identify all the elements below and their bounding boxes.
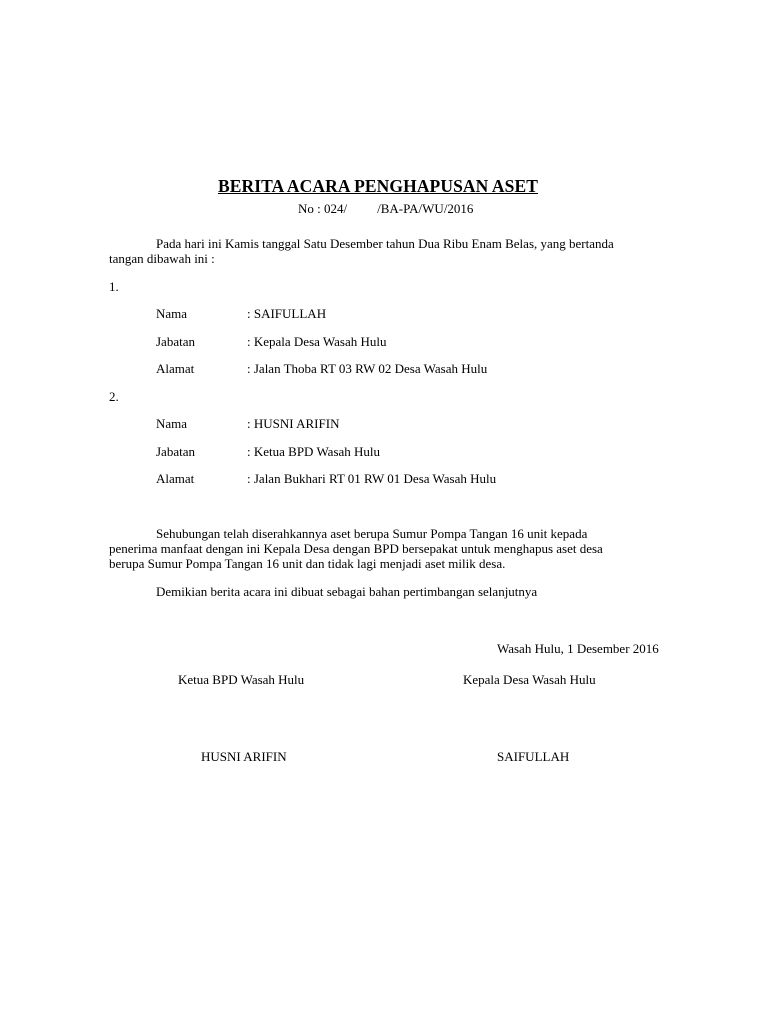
body-line-3: berupa Sumur Pompa Tangan 16 unit dan tidak lagi menjadi aset milik desa. [109,556,506,571]
document-number [298,201,473,217]
party-1-position-label: Jabatan [156,334,195,349]
closing-statement: Demikian berita acara ini dibuat sebagai bahan pertimbangan selanjutnya [156,584,538,599]
intro-line-1: Pada hari ini Kamis tanggal Satu Desember tahun Dua Ribu Enam Belas, yang bertanda [156,236,614,251]
document-title: BERITA ACARA PENGHAPUSAN ASET [217,176,539,196]
party-2-name-label: Nama [156,416,188,431]
party-1-name-value: : SAIFULLAH [247,306,327,321]
party-1-name-label: Nama [156,306,188,321]
signatory-left-name: HUSNI ARIFIN [201,749,287,764]
party-2-position-label: Jabatan [156,444,195,459]
party-2-position-value: : Ketua BPD Wasah Hulu [247,444,381,459]
place-date: Wasah Hulu, 1 Desember 2016 [497,641,659,656]
party-1-index: 1. [109,279,119,294]
signatory-right-name: SAIFULLAH [497,749,570,764]
party-2-address-value: : Jalan Bukhari RT 01 RW 01 Desa Wasah Hulu [247,471,497,486]
intro-line-2: tangan dibawah ini : [109,251,215,266]
party-1-address-value: : Jalan Thoba RT 03 RW 02 Desa Wasah Hulu [247,361,488,376]
party-2-index: 2. [109,389,119,404]
signatory-left-title: Ketua BPD Wasah Hulu [178,672,305,687]
party-1-position-value: : Kepala Desa Wasah Hulu [247,334,387,349]
document-number-suffix: /BA-PA/WU/2016 [377,201,474,216]
document-number-prefix: No : 024/ [298,201,348,216]
signatory-right-title: Kepala Desa Wasah Hulu [463,672,596,687]
party-2-address-label: Alamat [156,471,195,486]
party-1-address-label: Alamat [156,361,195,376]
body-line-2: penerima manfaat dengan ini Kepala Desa dengan BPD bersepakat untuk menghapus aset desa [109,541,603,556]
party-2-name-value: : HUSNI ARIFIN [247,416,340,431]
body-line-1: Sehubungan telah diserahkannya aset berupa Sumur Pompa Tangan 16 unit kepada [156,526,588,541]
